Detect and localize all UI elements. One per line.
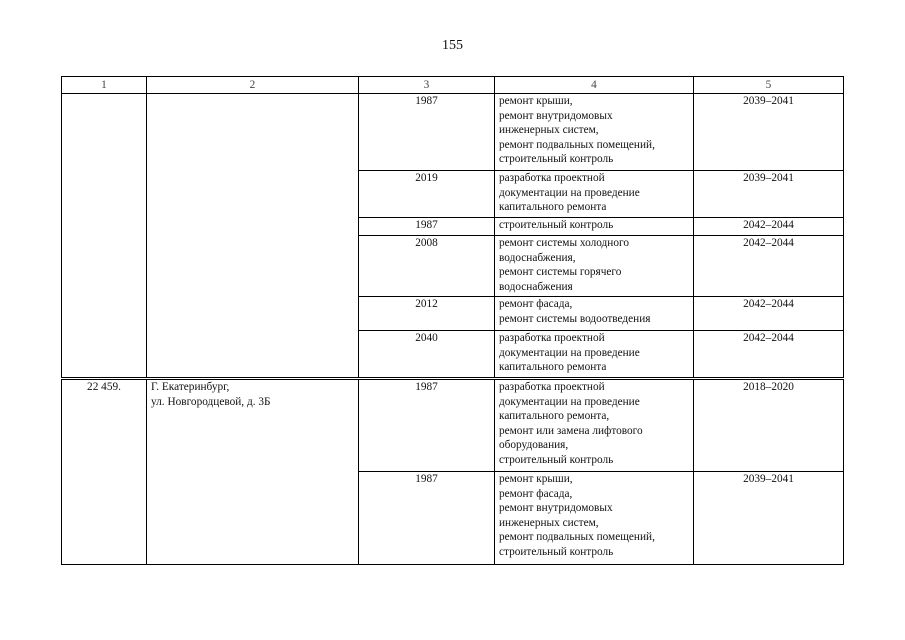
work-cell	[495, 380, 694, 472]
year-cell: 2012	[359, 297, 495, 331]
work-cell	[495, 331, 694, 378]
year-cell: 2040	[359, 331, 495, 378]
year-cell: 1987	[359, 94, 495, 171]
column-number-1: 1	[62, 77, 147, 94]
period-cell: 2042–2044	[694, 331, 844, 378]
work-text: ремонт фасада, ремонт системы водоотведения	[499, 298, 651, 325]
table-row	[62, 94, 844, 171]
period-cell: 2018–2020	[694, 380, 844, 472]
period-cell: 2039–2041	[694, 94, 844, 171]
works-table-part-2	[61, 379, 844, 565]
work-text: ремонт крыши, ремонт внутридомовых инженерных систем, ремонт подвальных помещений, строительный контроль	[499, 95, 655, 166]
column-number-3: 3	[359, 77, 495, 94]
column-number-row	[62, 77, 844, 94]
work-text: строительный контроль	[499, 219, 614, 231]
address-cell	[147, 380, 359, 565]
year-cell: 1987	[359, 380, 495, 472]
work-text: разработка проектной документации на проведение капитального ремонта, ремонт или замена лифтового оборудования, строительный контроль	[499, 381, 643, 466]
year-cell: 1987	[359, 218, 495, 236]
table-row	[62, 380, 844, 472]
work-cell	[495, 94, 694, 171]
entry-number-cell: 22 459.	[62, 380, 147, 565]
work-text: разработка проектной документации на проведение капитального ремонта	[499, 172, 640, 214]
works-table-part-1	[61, 76, 844, 378]
period-cell: 2042–2044	[694, 297, 844, 331]
period-cell: 2039–2041	[694, 472, 844, 565]
work-text: ремонт крыши, ремонт фасада, ремонт внутридомовых инженерных систем, ремонт подвальных помещений, строительный контроль	[499, 473, 655, 558]
period-cell: 2042–2044	[694, 236, 844, 297]
period-cell: 2042–2044	[694, 218, 844, 236]
column-number-2: 2	[147, 77, 359, 94]
work-text: ремонт системы холодного водоснабжения, ремонт системы горячего водоснабжения	[499, 237, 629, 293]
year-cell: 2008	[359, 236, 495, 297]
page-number: 155	[442, 38, 463, 53]
work-cell	[495, 236, 694, 297]
work-cell	[495, 297, 694, 331]
empty-number-cell	[62, 94, 147, 378]
column-number-4: 4	[495, 77, 694, 94]
year-cell: 2019	[359, 171, 495, 218]
work-cell	[495, 218, 694, 236]
period-cell: 2039–2041	[694, 171, 844, 218]
work-text: разработка проектной документации на проведение капитального ремонта	[499, 332, 640, 374]
work-cell	[495, 472, 694, 565]
year-cell: 1987	[359, 472, 495, 565]
work-cell	[495, 171, 694, 218]
column-number-5: 5	[694, 77, 844, 94]
address-text: Г. Екатеринбург, ул. Новгородцевой, д. 3Б	[151, 381, 271, 408]
empty-address-cell	[147, 94, 359, 378]
